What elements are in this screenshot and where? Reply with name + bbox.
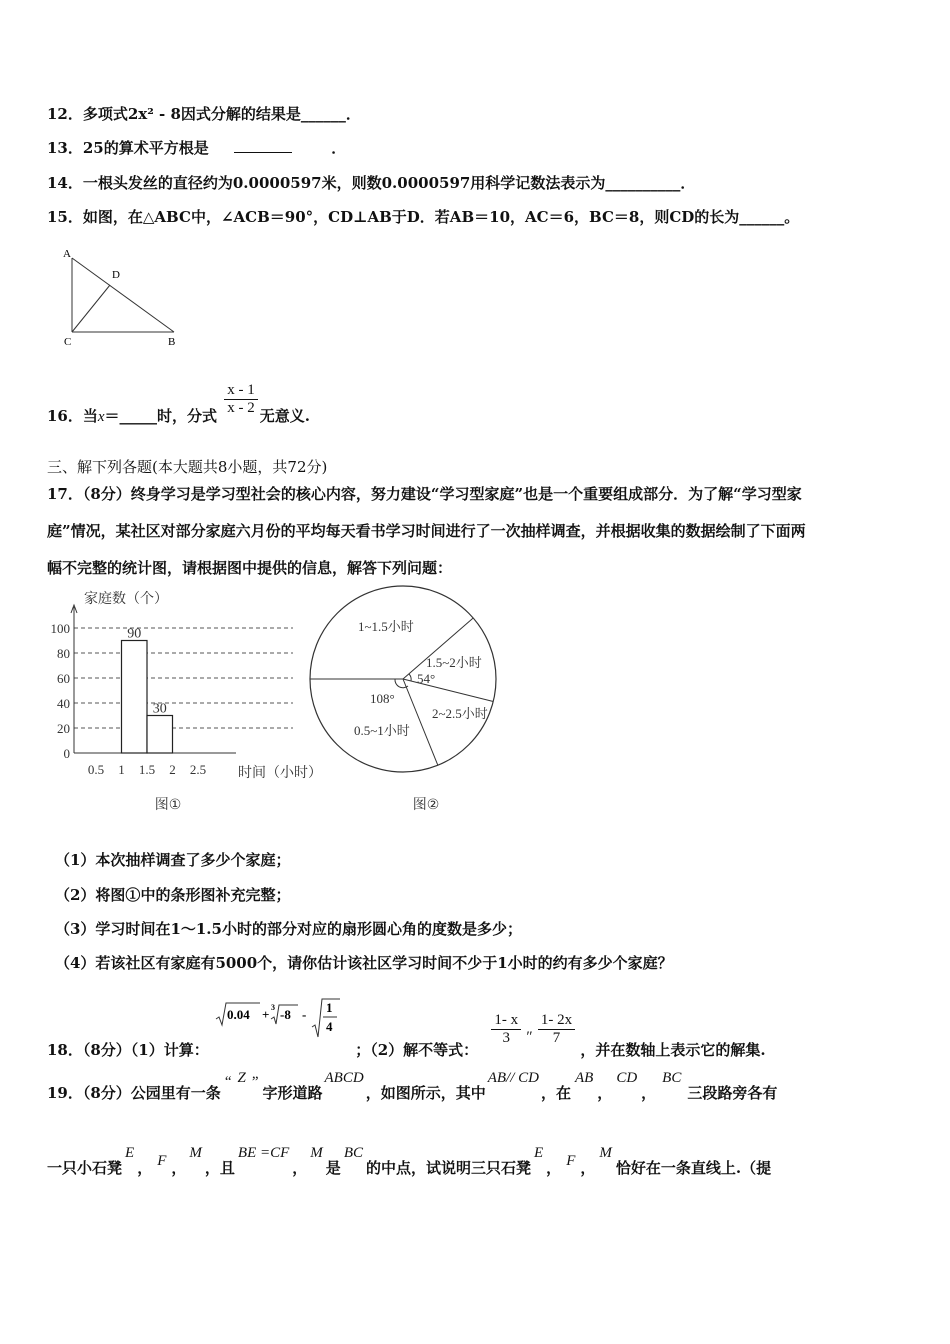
q17-line-3: 幅不完整的统计图，请根据图中提供的信息，解答下列问题： <box>47 559 453 577</box>
x-tick-label: 0.5 <box>87 762 105 777</box>
q19-z: Z <box>237 1070 246 1086</box>
y-tick-label: 40 <box>57 696 70 711</box>
x-axis-label: 时间（小时） <box>238 765 322 781</box>
question-12: 12．多项式2x² - 8因式分解的结果是______． <box>47 105 361 123</box>
y-tick-label: 0 <box>63 746 70 761</box>
f1-denominator: 3 <box>502 1029 511 1046</box>
slice-angle-label: 108° <box>370 691 395 706</box>
answer-blank <box>234 138 292 153</box>
q19-line-1 <box>47 1066 777 1106</box>
sqrt-radicand: 0.04 <box>226 1007 250 1022</box>
sqrt2-denominator: 4 <box>325 1019 333 1034</box>
q16-numerator: x - 1 <box>224 382 258 400</box>
q19-line-2 <box>47 1141 771 1181</box>
q19-comma1: ， <box>597 1084 613 1102</box>
q19-bc2: BC <box>343 1145 363 1161</box>
plus-sign: + <box>261 1007 270 1022</box>
q19-comma3: ， <box>137 1159 153 1177</box>
q19-comma2: ， <box>641 1084 657 1102</box>
side-ab <box>72 258 174 332</box>
bar <box>122 641 148 754</box>
q16-suffix: 无意义. <box>259 406 311 425</box>
triangle-figure <box>58 244 188 352</box>
x-tick-label: 2.5 <box>189 762 207 777</box>
q19-f: F <box>157 1153 167 1169</box>
x-tick-label: 2 <box>169 762 176 777</box>
y-axis-label: 家庭数（个） <box>84 591 168 607</box>
q19-bc: BC <box>662 1070 682 1086</box>
chart-title: 图① <box>154 797 182 813</box>
q19-comma6: ， <box>546 1159 562 1177</box>
q16-denominator: x - 2 <box>227 400 255 416</box>
q18-fraction-1 <box>491 1012 521 1047</box>
q18-expression <box>214 997 350 1041</box>
q19-becf: BE =CF <box>237 1145 290 1161</box>
q19-rq: ” <box>251 1074 259 1090</box>
q16-fraction <box>224 382 258 417</box>
f2-numerator: 1- 2x <box>538 1012 575 1030</box>
q19-abcd: ABCD <box>324 1070 364 1086</box>
q16-var: x <box>97 408 105 425</box>
slice-angle-label: 54° <box>417 671 436 686</box>
q17-sub-2: （2）将图①中的条形图补充完整； <box>55 886 291 904</box>
slice-label: 0.5~1小时 <box>354 723 410 738</box>
minus-sign: - <box>301 1007 307 1022</box>
q19-m3: M <box>599 1145 612 1161</box>
q17-line-1: 17．（8分）终身学习是学习型社会的核心内容，努力建设“学习型家庭”也是一个重要组成部分．为了解“学习型家 <box>47 485 802 503</box>
pie-chart <box>306 585 506 820</box>
q19-q5: 恰好在一条直线上.（提 <box>615 1159 772 1177</box>
q19-p2: 字形道路 <box>262 1084 323 1102</box>
y-tick-label: 80 <box>57 646 70 661</box>
segment-cd <box>72 285 110 332</box>
q17-line-2: 庭”情况，某社区对部分家庭六月份的平均每天看书学习时间进行了一次抽样调查，并根据收集的数据绘制了下面两 <box>47 522 806 540</box>
question-14: 14．一根头发丝的直径约为0.0000597米，则数0.0000597用科学记数法表示为__________． <box>47 174 696 192</box>
q19-e: E <box>125 1145 135 1161</box>
f2-denominator: 7 <box>552 1029 561 1046</box>
x-tick-label: 1.5 <box>138 762 156 777</box>
question-18 <box>47 983 766 1059</box>
q19-cd: CD <box>616 1070 638 1086</box>
q18-relation: ″ <box>526 1029 533 1045</box>
q16-eq: ＝_____时，分式 <box>104 406 218 425</box>
bar-data-label: 30 <box>152 701 167 717</box>
q18-prefix: 18．（8分）（1）计算： <box>47 1041 209 1059</box>
q19-comma4: ， <box>171 1159 187 1177</box>
q18-mid: ；（2）解不等式： <box>355 1041 479 1059</box>
q19-p5: 三段路旁各有 <box>687 1084 778 1102</box>
f1-numerator: 1- x <box>491 1012 521 1030</box>
cbrt-index: 3 <box>270 1003 275 1012</box>
q19-ab: AB <box>574 1070 594 1086</box>
q19-e2: E <box>534 1145 544 1161</box>
q19-p4: ，在 <box>540 1084 571 1102</box>
q19-comma7: ， <box>580 1159 596 1177</box>
q17-sub-3: （3）学习时间在1～1.5小时的部分对应的扇形圆心角的度数是多少； <box>55 920 522 938</box>
q17-sub-4: （4）若该社区有家庭有5000个，请你估计该社区学习时间不少于1小时的约有多少个家庭？ <box>55 954 673 972</box>
chart-title: 图② <box>412 797 440 813</box>
sqrt2-numerator: 1 <box>325 1000 333 1015</box>
q18-suffix: ，并在数轴上表示它的解集. <box>580 1041 766 1059</box>
label-c: C <box>64 336 72 348</box>
y-tick-label: 100 <box>50 621 70 636</box>
q19-m2: M <box>310 1145 323 1161</box>
question-16 <box>47 372 311 425</box>
cbrt-radicand: -8 <box>279 1007 291 1022</box>
q19-f2: F <box>566 1153 576 1169</box>
label-d: D <box>112 269 120 281</box>
question-13 <box>47 137 346 158</box>
q19-q2: ，且 <box>204 1159 235 1177</box>
q19-par: AB// CD <box>487 1070 539 1086</box>
question-13-end: ． <box>331 139 347 157</box>
bar-chart <box>38 585 338 820</box>
q19-p1: 19．（8分）公园里有一条 <box>47 1084 221 1102</box>
label-a: A <box>63 248 71 260</box>
q16-prefix: 16．当 <box>47 406 98 425</box>
q19-q3: 是 <box>325 1159 341 1177</box>
bar <box>147 716 173 754</box>
slice-label: 1.5~2小时 <box>426 655 482 670</box>
q17-sub-1: （1）本次抽样调查了多少个家庭； <box>55 851 291 869</box>
q18-fraction-2 <box>538 1012 575 1047</box>
slice-label: 1~1.5小时 <box>358 619 414 634</box>
q19-comma5: ， <box>292 1159 308 1177</box>
q19-lq: “ <box>224 1074 232 1090</box>
y-tick-label: 60 <box>57 671 70 686</box>
x-tick-label: 1 <box>118 762 125 777</box>
q19-p3: ，如图所示，其中 <box>365 1084 486 1102</box>
y-tick-label: 20 <box>57 721 70 736</box>
slice-label: 2~2.5小时 <box>432 706 488 721</box>
question-13-text: 13．25的算术平方根是 <box>47 139 209 157</box>
bar-data-label: 90 <box>127 626 142 642</box>
question-15: 15．如图，在△ABC中，∠ACB＝90°，CD⊥AB于D．若AB＝10，AC＝6，BC＝8，则CD的长为______。 <box>47 208 800 226</box>
q19-m: M <box>189 1145 202 1161</box>
label-b: B <box>168 336 176 348</box>
q19-q1: 一只小石凳 <box>47 1159 123 1177</box>
q19-q4: 的中点，试说明三只石凳 <box>365 1159 531 1177</box>
section-3-title: 三、解下列各题(本大题共8小题，共72分) <box>47 458 328 476</box>
